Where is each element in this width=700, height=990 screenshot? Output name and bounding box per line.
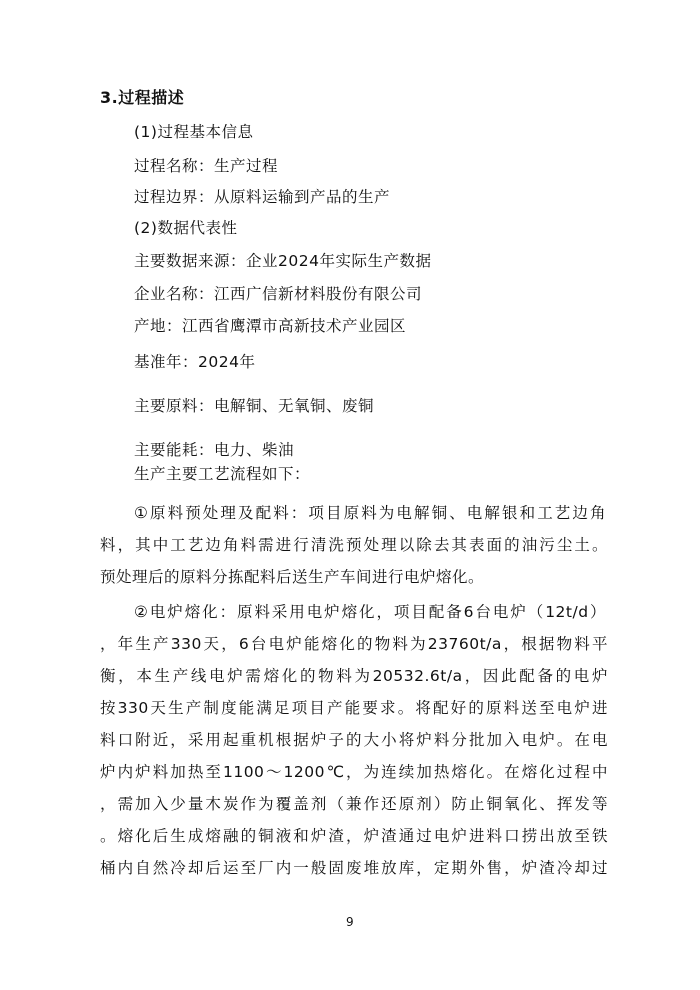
data-source: 主要数据来源：企业2024年实际生产数据 <box>134 252 432 270</box>
page-number: 9 <box>346 915 355 929</box>
process-boundary: 过程边界：从原料运输到产品的生产 <box>134 188 391 206</box>
main-materials: 主要原料：电解铜、无氧铜、废铜 <box>134 397 375 415</box>
paragraph-line: 料口附近，采用起重机根据炉子的大小将炉料分批加入电炉。在电 <box>100 731 608 749</box>
paragraph-line: ①原料预处理及配料：项目原料为电解铜、电解银和工艺边角 <box>134 504 606 522</box>
company-name: 企业名称：江西广信新材料股份有限公司 <box>134 285 423 303</box>
section-heading: 3.过程描述 <box>100 88 185 107</box>
process-flow-intro: 生产主要工艺流程如下： <box>134 465 311 483</box>
main-energy: 主要能耗：电力、柴油 <box>134 441 295 459</box>
paragraph-line: 按330天生产制度能满足项目产能要求。将配好的原料送至电炉进 <box>100 699 608 717</box>
paragraph-line: 预处理后的原料分拣配料后送生产车间进行电炉熔化。 <box>100 568 485 586</box>
paragraph-line: 料，其中工艺边角料需进行清洗预处理以除去其表面的油污尘土。 <box>100 536 608 554</box>
base-year: 基准年：2024年 <box>134 353 256 371</box>
paragraph-line: 桶内自然冷却后运至厂内一般固废堆放库，定期外售，炉渣冷却过 <box>100 859 608 877</box>
paragraph-line: 炉内炉料加热至1100～1200℃，为连续加热熔化。在熔化过程中 <box>100 763 608 781</box>
paragraph-line: ，需加入少量木炭作为覆盖剂（兼作还原剂）防止铜氧化、挥发等 <box>100 795 608 813</box>
subsection-basic-info: (1)过程基本信息 <box>134 123 254 141</box>
paragraph-line: ②电炉熔化：原料采用电炉熔化，项目配备6台电炉（12t/d） <box>134 603 606 621</box>
production-origin: 产地：江西省鹰潭市高新技术产业园区 <box>134 317 407 335</box>
subsection-data-representativeness: (2)数据代表性 <box>134 219 238 237</box>
paragraph-line: 衡，本生产线电炉需熔化的物料为20532.6t/a，因此配备的电炉 <box>100 667 608 685</box>
paragraph-line: ，年生产330天，6台电炉能熔化的物料为23760t/a，根据物料平 <box>100 635 608 653</box>
paragraph-line: 。熔化后生成熔融的铜液和炉渣，炉渣通过电炉进料口捞出放至铁 <box>100 827 608 845</box>
process-name: 过程名称：生产过程 <box>134 157 279 175</box>
